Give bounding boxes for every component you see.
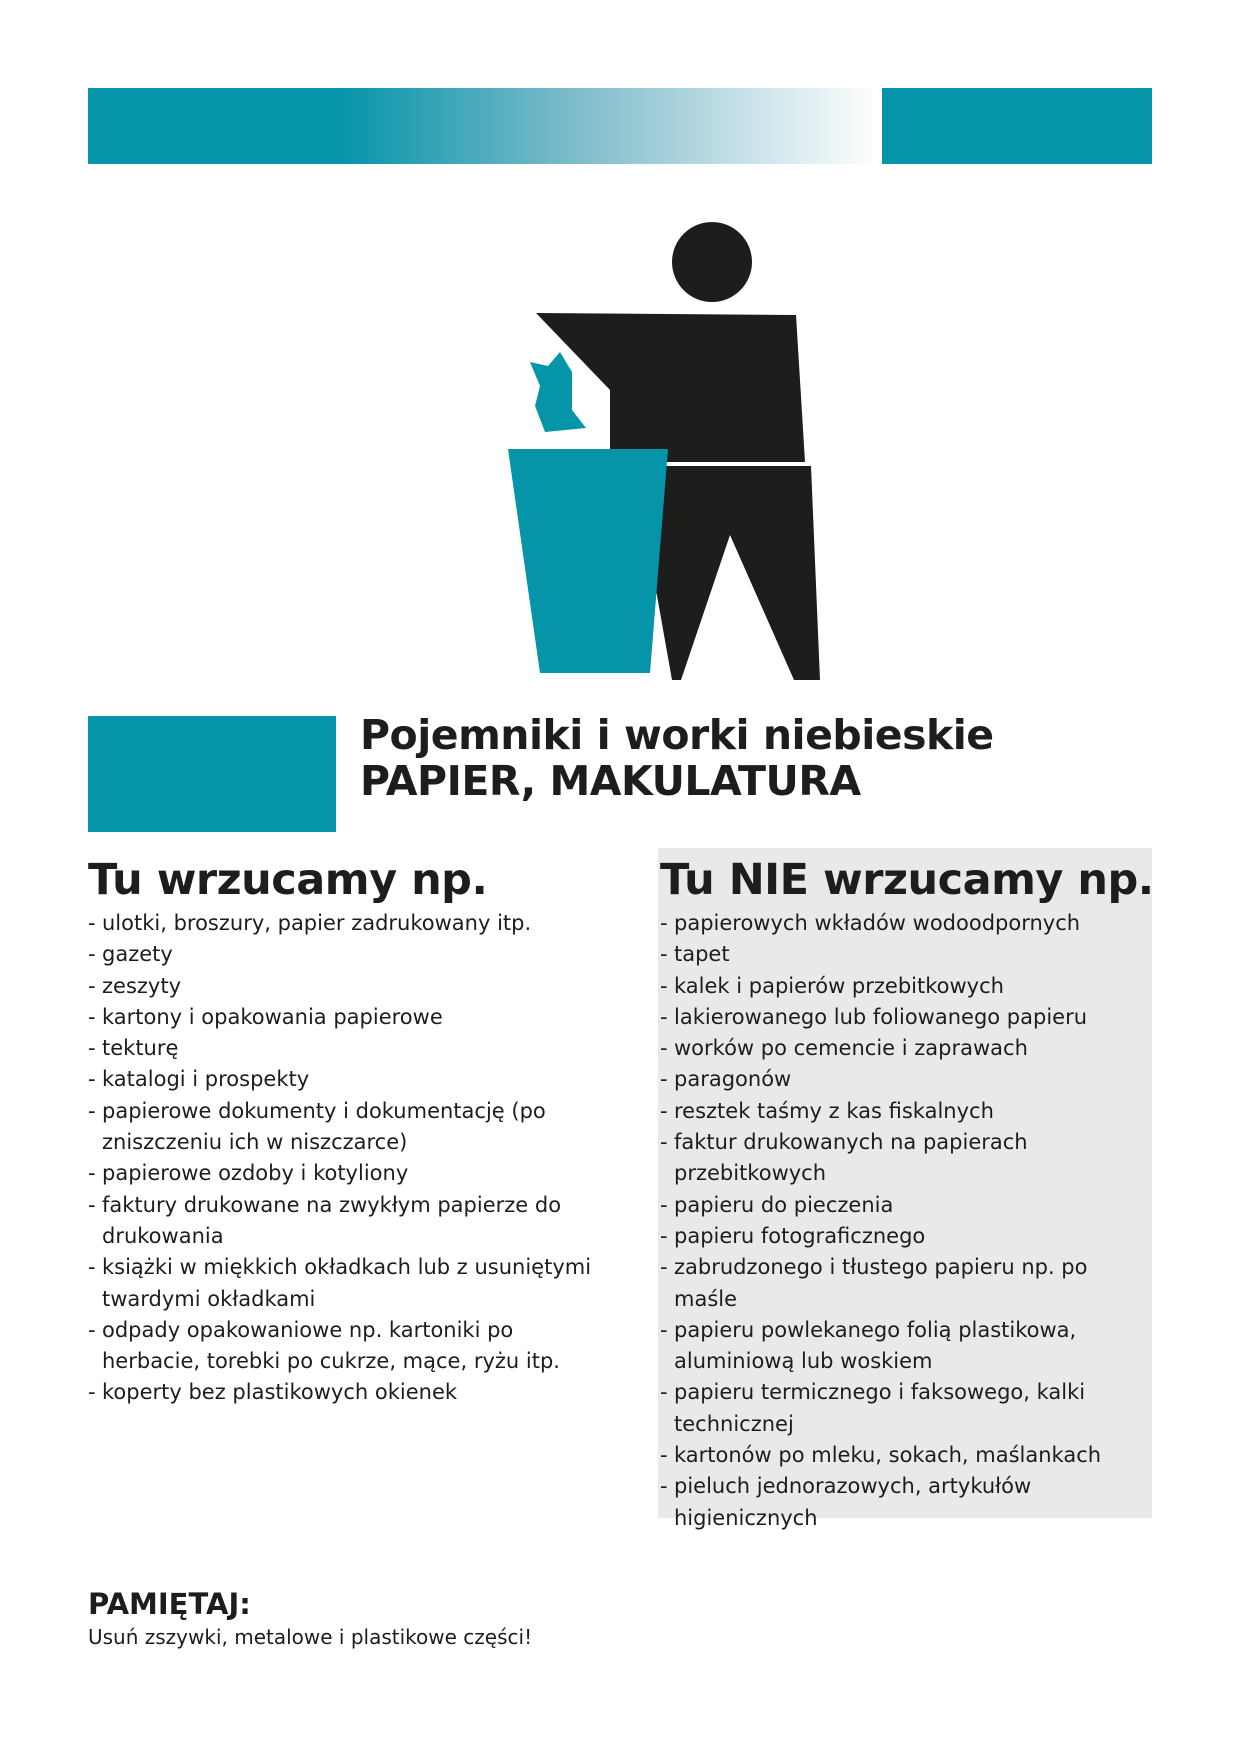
list-item: - paragonów: [660, 1064, 1152, 1095]
header-gradient-bar: [88, 88, 878, 164]
list-item: - koperty bez plastikowych okienek: [88, 1377, 608, 1408]
person-throwing-paper-into-bin-icon: [500, 210, 840, 690]
list-item: - tekturę: [88, 1033, 608, 1064]
list-item: - papieru fotograficznego: [660, 1221, 1152, 1252]
list-item: - resztek taśmy z kas fiskalnych: [660, 1096, 1152, 1127]
list-item: - odpady opakowaniowe np. kartoniki po herbacie, torebki po cukrze, mące, ryżu itp.: [88, 1315, 608, 1378]
list-item: - pieluch jednorazowych, artykułów higienicznych: [660, 1471, 1152, 1534]
header-accent-bar: [882, 88, 1152, 164]
allowed-column: [88, 856, 608, 1409]
title-accent-block: [88, 716, 336, 832]
list-item: - lakierowanego lub foliowanego papieru: [660, 1002, 1152, 1033]
page-title: [360, 712, 994, 804]
forbidden-column: [658, 848, 1154, 1530]
body-shape: [536, 313, 805, 462]
list-item: - faktur drukowanych na papierach przebitkowych: [660, 1127, 1152, 1190]
list-item: - faktury drukowane na zwykłym papierze do drukowania: [88, 1190, 608, 1253]
paper-shape: [530, 352, 586, 432]
list-item: - ulotki, broszury, papier zadrukowany itp.: [88, 908, 608, 939]
list-item: - papierowe dokumenty i dokumentację (po zniszczeniu ich w niszczarce): [88, 1096, 608, 1159]
list-item: - kalek i papierów przebitkowych: [660, 971, 1152, 1002]
list-item: - kartonów po mleku, sokach, maślankach: [660, 1440, 1152, 1471]
list-item: - kartony i opakowania papierowe: [88, 1002, 608, 1033]
title-line-2: PAPIER, MAKULATURA: [360, 757, 861, 805]
bin-shape: [508, 449, 668, 673]
list-item: - katalogi i prospekty: [88, 1064, 608, 1095]
forbidden-heading: Tu NIE wrzucamy np.: [660, 855, 1154, 905]
forbidden-list: [660, 908, 1152, 1534]
list-item: - papierowe ozdoby i kotyliony: [88, 1158, 608, 1189]
list-item: - worków po cemencie i zaprawach: [660, 1033, 1152, 1064]
remember-note: [88, 1586, 532, 1652]
list-item: - papieru powlekanego folią plastikowa, aluminiową lub woskiem: [660, 1315, 1152, 1378]
list-item: - papieru do pieczenia: [660, 1190, 1152, 1221]
list-item: - zeszyty: [88, 971, 608, 1002]
remember-text: Usuń zszywki, metalowe i plastikowe części!: [88, 1625, 533, 1649]
list-item: - tapet: [660, 939, 1152, 970]
list-item: - papieru termicznego i faksowego, kalki technicznej: [660, 1377, 1152, 1440]
list-item: - gazety: [88, 939, 608, 970]
remember-title: PAMIĘTAJ:: [88, 1587, 251, 1621]
list-item: - zabrudzonego i tłustego papieru np. po maśle: [660, 1252, 1152, 1315]
list-item: - papierowych wkładów wodoodpornych: [660, 908, 1152, 939]
title-line-1: Pojemniki i worki niebieskie: [360, 711, 994, 759]
allowed-heading: Tu wrzucamy np.: [88, 855, 488, 905]
allowed-list: [88, 908, 608, 1409]
list-item: - książki w miękkich okładkach lub z usuniętymi twardymi okładkami: [88, 1252, 608, 1315]
head-shape: [672, 222, 752, 302]
